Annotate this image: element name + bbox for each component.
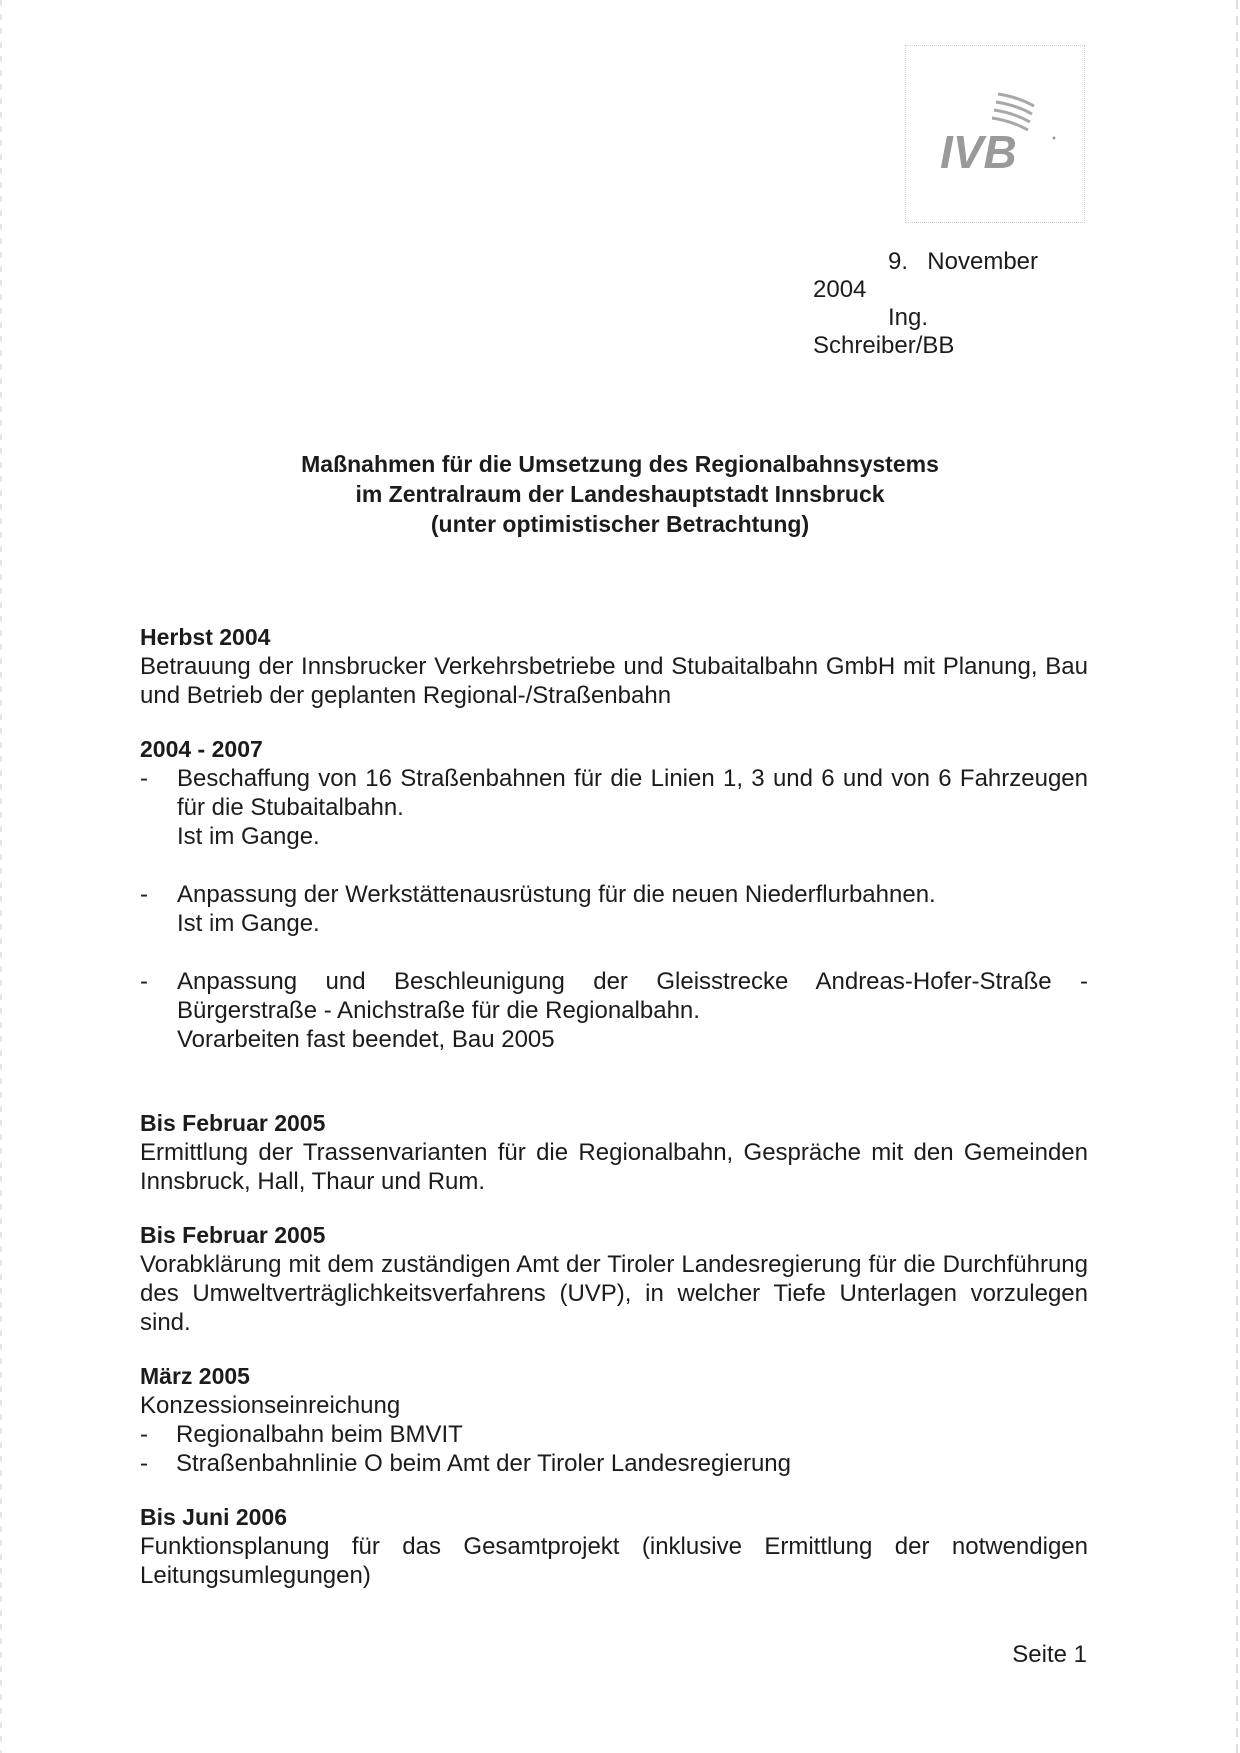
measure-list [140,764,1088,1054]
list-dash: - [140,881,148,908]
section-heading: Herbst 2004 [140,624,271,650]
page-number: Seite 1 [1012,1641,1087,1668]
list-dash: - [140,1421,148,1448]
item-text: Anpassung und Beschleunigung der Gleisstrecke Andreas-Hofer-Straße - Bürgerstraße - Anichstraße für die Regionalbahn. [177,968,1088,1024]
document-date: 9. November 2004 [813,248,1038,303]
section-heading: März 2005 [140,1363,250,1389]
title-line-1: Maßnahmen für die Umsetzung des Regionalbahnsystems [301,451,939,477]
ivb-logo [905,45,1085,223]
section-bis-februar-2005-b [140,1221,1088,1337]
list-item [140,764,1088,851]
title-line-2: im Zentralraum der Landeshauptstadt Innsbruck [355,481,885,507]
section-maerz-2005 [140,1362,1088,1478]
title-line-3: (unter optimistischer Betrachtung) [430,511,810,537]
section-text: Funktionsplanung für das Gesamtprojekt (inklusive Ermittlung der notwendigen Leitungsumlegungen) [140,1533,1088,1589]
list-item [140,1449,1088,1478]
section-heading: Bis Februar 2005 [140,1222,326,1248]
item-text: Anpassung der Werkstättenausrüstung für die neuen Niederflurbahnen. [177,881,936,908]
scan-edge-right [1236,0,1238,1753]
list-item [140,1420,1088,1449]
ivb-logo-mark [936,88,1060,182]
ivb-logo-text: IVB [940,126,1017,178]
item-text: Regionalbahn beim BMVIT [176,1421,463,1448]
section-heading: Bis Juni 2006 [140,1504,288,1530]
item-status: Ist im Gange. [177,910,320,937]
list-dash: - [140,765,148,792]
section-bis-juni-2006 [140,1503,1088,1590]
section-text: Ermittlung der Trassenvarianten für die Regionalbahn, Gespräche mit den Gemeinden Innsbruck, Hall, Thaur und Rum. [140,1139,1088,1195]
section-text: Konzessionseinreichung [140,1392,401,1419]
item-text: Straßenbahnlinie O beim Amt der Tiroler Landesregierung [176,1450,791,1477]
item-text: Beschaffung von 16 Straßenbahnen für die Linien 1, 3 und 6 und von 6 Fahrzeugen für die Stubaitalbahn. [177,765,1088,821]
scan-edge-left [0,0,2,1753]
section-2004-2007 [140,735,1088,1054]
section-text: Vorabklärung mit dem zuständigen Amt der Tiroler Landesregierung für die Durchführung des Umweltverträglichkeitsverfahrens (UVP), in welcher Tiefe Unterlagen vorzulegen sind. [140,1251,1088,1336]
list-dash: - [140,1450,148,1477]
document-title [200,449,1040,539]
section-text: Betrauung der Innsbrucker Verkehrsbetriebe und Stubaitalbahn GmbH mit Planung, Bau und Betrieb der geplanten Regional-/Straßenbahn [140,653,1088,709]
concession-list [140,1420,1088,1478]
item-status: Ist im Gange. [177,823,320,850]
list-item [140,967,1088,1054]
section-herbst-2004 [140,623,1088,710]
section-heading: 2004 - 2007 [140,736,263,762]
document-meta [813,248,1038,360]
item-status: Vorarbeiten fast beendet, Bau 2005 [177,1026,555,1053]
list-dash: - [140,968,148,995]
list-item [140,880,1088,938]
document-author: Ing. Schreiber/BB [813,304,955,359]
document-body [140,623,1088,1615]
section-heading: Bis Februar 2005 [140,1110,326,1136]
section-bis-februar-2005-a [140,1109,1088,1196]
